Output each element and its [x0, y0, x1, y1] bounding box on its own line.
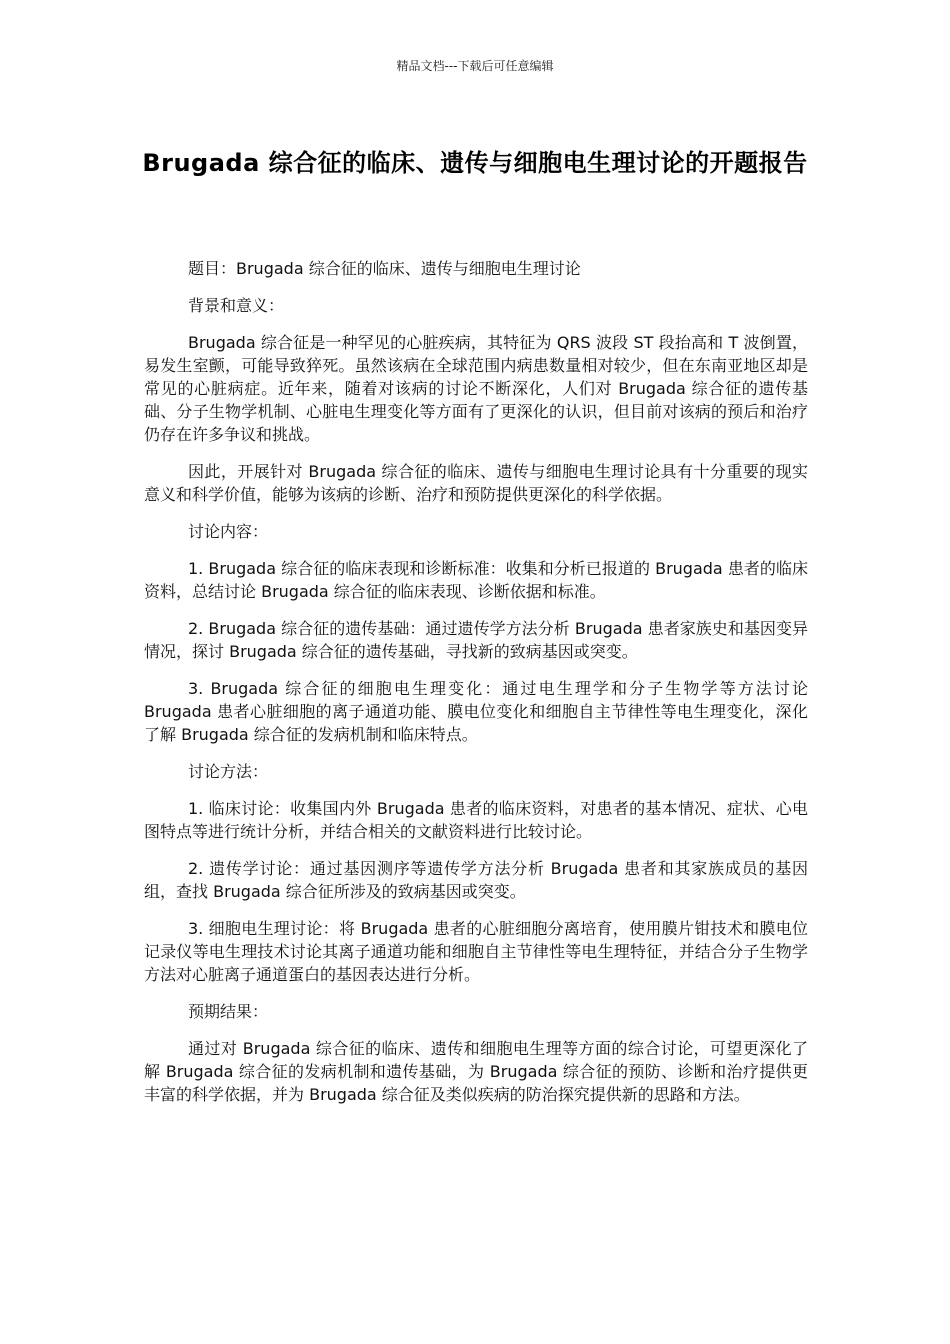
paragraph-results: 通过对 Brugada 综合征的临床、遗传和细胞电生理等方面的综合讨论，可望更深化了解 Brugada 综合征的发病机制和遗传基础，为 Brugada 综合征的预防、诊断和治疗提供更丰富的科学依据，并为 Brugada 综合征及类似疾病的防治探究提供新的思路和方法。 — [144, 1039, 808, 1104]
section-heading-methods: 讨论方法： — [188, 762, 269, 781]
page-header: 精品文档---下载后可任意编辑 — [396, 59, 554, 73]
topic-line: 题目：Brugada 综合征的临床、遗传与细胞电生理讨论 — [188, 259, 581, 278]
document-body — [144, 257, 808, 1120]
method-item-2: 2. 遗传学讨论：通过基因测序等遗传学方法分析 Brugada 患者和其家族成员的基因组，查找 Brugada 综合征所涉及的致病基因或突变。 — [144, 859, 808, 901]
section-heading-results: 预期结果： — [188, 1002, 269, 1021]
content-item-2: 2. Brugada 综合征的遗传基础：通过遗传学方法分析 Brugada 患者家族史和基因变异情况，探讨 Brugada 综合征的遗传基础，寻找新的致病基因或突变。 — [144, 619, 808, 661]
paragraph-significance: 因此，开展针对 Brugada 综合征的临床、遗传与细胞电生理讨论具有十分重要的现实意义和科学价值，能够为该病的诊断、治疗和预防提供更深化的科学依据。 — [144, 462, 808, 504]
method-item-1: 1. 临床讨论：收集国内外 Brugada 患者的临床资料，对患者的基本情况、症状、心电图特点等进行统计分析，并结合相关的文献资料进行比较讨论。 — [144, 799, 808, 841]
content-item-1: 1. Brugada 综合征的临床表现和诊断标准：收集和分析已报道的 Brugada 患者的临床资料，总结讨论 Brugada 综合征的临床表现、诊断依据和标准。 — [144, 559, 808, 601]
document-title: Brugada 综合征的临床、遗传与细胞电生理讨论的开题报告 — [142, 149, 808, 177]
section-heading-background: 背景和意义： — [188, 296, 285, 315]
section-heading-content: 讨论内容： — [188, 522, 269, 541]
paragraph-background: Brugada 综合征是一种罕见的心脏疾病，其特征为 QRS 波段 ST 段抬高和 T 波倒置，易发生室颤，可能导致猝死。虽然该病在全球范围内病患数量相对较少，但在东南亚地区却是常见的心脏病症。近年来，随着对该病的讨论不断深化，人们对 Brugada 综合征的遗传基础、分子生物学机制、心脏电生理变化等方面有了更深化的认识，但目前对该病的预后和治疗仍存在许多争议和挑战。 — [144, 333, 808, 444]
content-item-3: 3. Brugada 综合征的细胞电生理变化：通过电生理学和分子生物学等方法讨论 Brugada 患者心脏细胞的离子通道功能、膜电位变化和细胞自主节律性等电生理变化，深化了解 Brugada 综合征的发病机制和临床特点。 — [144, 679, 808, 744]
method-item-3: 3. 细胞电生理讨论：将 Brugada 患者的心脏细胞分离培育，使用膜片钳技术和膜电位记录仪等电生理技术讨论其离子通道功能和细胞自主节律性等电生理特征，并结合分子生物学方法对心脏离子通道蛋白的基因表达进行分析。 — [144, 919, 808, 984]
